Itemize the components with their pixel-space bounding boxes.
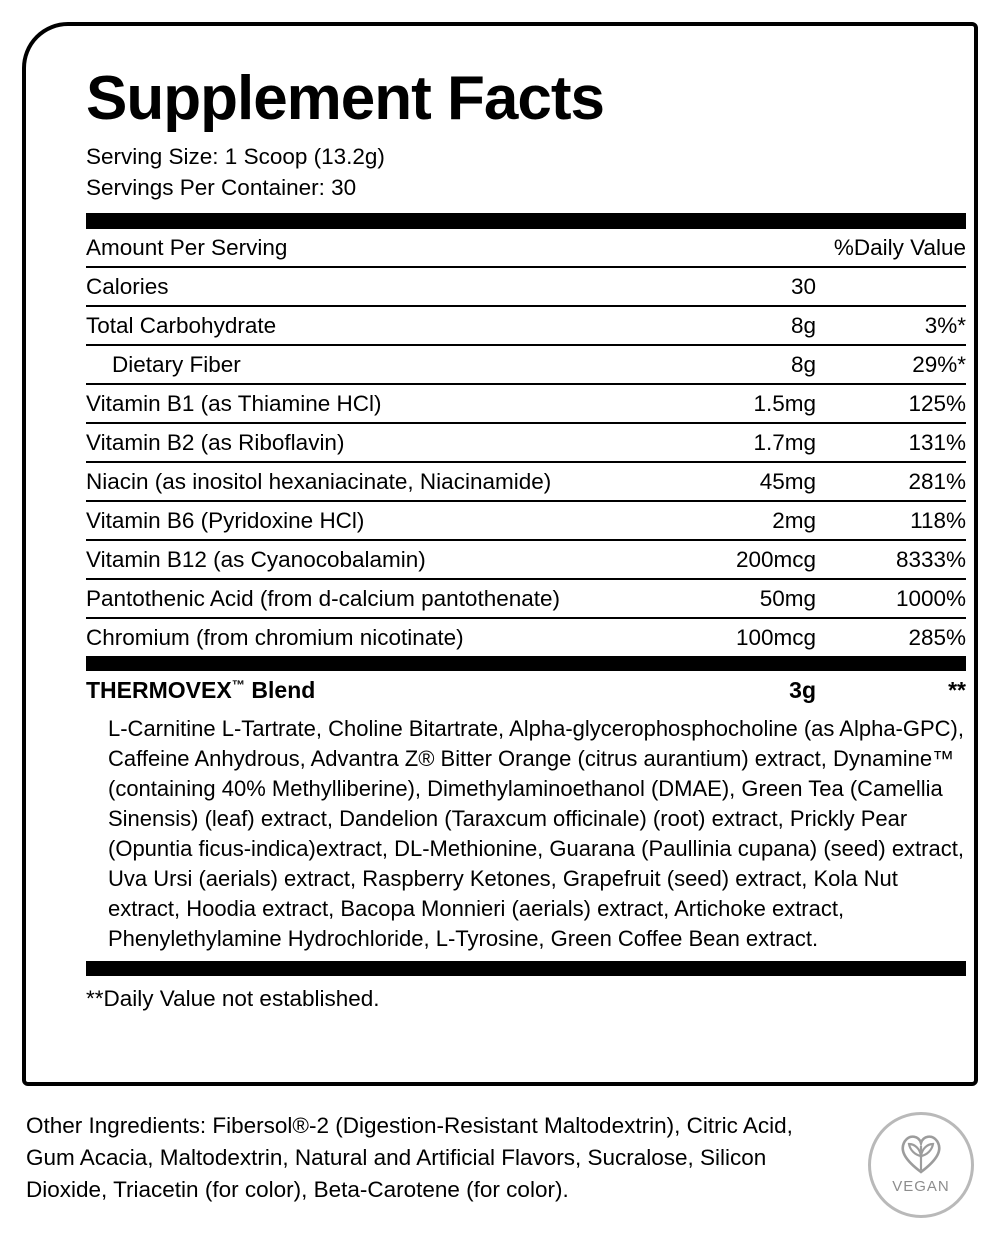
table-row xyxy=(86,423,966,462)
table-row xyxy=(86,501,966,540)
nutrient-amount: 100mcg xyxy=(735,625,816,651)
nutrient-name: Pantothenic Acid (from d-calcium pantothenate) xyxy=(86,579,666,618)
divider-thick-bottom xyxy=(86,961,966,976)
nutrient-name: Dietary Fiber xyxy=(86,345,666,384)
vegan-badge xyxy=(868,1112,974,1218)
table-row xyxy=(86,384,966,423)
nutrient-amount: 50mg xyxy=(666,579,816,618)
blend-amount: 3g xyxy=(789,677,816,704)
vegan-badge-label: VEGAN xyxy=(892,1178,950,1195)
leaf-heart-icon xyxy=(895,1132,947,1176)
nutrient-amount: 30 xyxy=(666,267,816,306)
blend-name-suffix: Blend xyxy=(245,677,316,704)
nutrient-name: Vitamin B6 (Pyridoxine HCl) xyxy=(86,501,666,540)
nutrient-name: Niacin (as inositol hexaniacinate, Niacinamide) xyxy=(86,462,666,501)
table-row xyxy=(86,345,966,384)
nutrient-amount: 8g xyxy=(666,306,816,345)
table-row xyxy=(86,462,966,501)
table-row xyxy=(86,540,966,579)
nutrient-dv: 131% xyxy=(816,423,966,462)
facts-panel xyxy=(22,22,978,1086)
daily-value-header: %Daily Value xyxy=(816,229,966,267)
nutrient-amount: 1.5mg xyxy=(666,384,816,423)
table-header-row xyxy=(86,229,966,267)
page-title: Supplement Facts xyxy=(86,64,604,133)
nutrient-name: Total Carbohydrate xyxy=(86,306,666,345)
table-row xyxy=(86,618,966,656)
nutrient-name: Vitamin B1 (as Thiamine HCl) xyxy=(86,384,666,423)
table-row xyxy=(86,306,966,345)
facts-panel-content xyxy=(86,66,966,1012)
nutrient-amount: 45mg xyxy=(666,462,816,501)
nutrient-amount: 200mcg xyxy=(666,540,816,579)
blend-row xyxy=(86,671,966,710)
nutrient-dv: 8333% xyxy=(816,540,966,579)
nutrient-dv xyxy=(816,267,966,306)
nutrient-name: Vitamin B12 (as Cyanocobalamin) xyxy=(86,540,666,579)
daily-value-footnote: **Daily Value not established. xyxy=(86,986,380,1012)
servings-per-container: Servings Per Container: 30 xyxy=(86,175,357,201)
blend-ingredients: L-Carnitine L-Tartrate, Choline Bitartrate, Alpha-glycerophosphocholine (as Alpha-GPC), Caffeine Anhydrous, Advantra Z® Bitter Orange (citrus aurantium) extract, Dynamine™ (containing 40% Methylliberine), Dimethylaminoethanol (DMAE), Green Tea (Camellia Sinensis) (leaf) extract, Dandelion (Taraxcum officinale) (root) extract, Prickly Pear (Opuntia ficus-indica)extract, DL-Methionine, Guarana (Paullinia cupana) (seed) extract, Uva Ursi (aerials) extract, Raspberry Ketones, Grapefruit (seed) extract, Kola Nut extract, Hoodia extract, Bacopa Monnieri (aerials) extract, Artichoke extract, Phenylethylamine Hydrochloride, L-Tyrosine, Green Coffee Bean extract. xyxy=(108,716,964,951)
nutrient-amount: 1.7mg xyxy=(666,423,816,462)
table-row xyxy=(86,267,966,306)
other-ingredients: Other Ingredients: Fibersol®-2 (Digestion-Resistant Maltodextrin), Citric Acid, Gum Acacia, Maltodextrin, Natural and Artificial Flavors, Sucralose, Silicon Dioxide, Triacetin (for color), Beta-Carotene (for color). xyxy=(26,1113,793,1202)
blend-name xyxy=(86,677,666,704)
table-row xyxy=(86,579,966,618)
nutrient-name: Calories xyxy=(86,267,666,306)
amount-per-serving-header: Amount Per Serving xyxy=(86,229,666,267)
serving-size: Serving Size: 1 Scoop (13.2g) xyxy=(86,144,385,170)
nutrient-amount: 2mg xyxy=(666,501,816,540)
blend-name-text: THERMOVEX xyxy=(86,677,232,704)
amount-column-spacer xyxy=(666,229,816,267)
nutrient-dv: 29%* xyxy=(816,345,966,384)
nutrient-dv: 118% xyxy=(816,501,966,540)
nutrient-name: Vitamin B2 (as Riboflavin) xyxy=(86,423,666,462)
nutrient-dv: 125% xyxy=(816,384,966,423)
nutrition-table xyxy=(86,229,966,656)
divider-thick-top xyxy=(86,213,966,229)
nutrient-dv: 1000% xyxy=(816,579,966,618)
nutrient-dv: 281% xyxy=(816,462,966,501)
nutrient-dv: 285% xyxy=(908,625,966,651)
nutrient-dv: 3%* xyxy=(816,306,966,345)
nutrient-amount: 8g xyxy=(666,345,816,384)
divider-thick-blend xyxy=(86,656,966,671)
trademark-mark: ™ xyxy=(231,677,246,693)
nutrient-name: Chromium (from chromium nicotinate) xyxy=(86,625,464,651)
blend-dv: ** xyxy=(948,677,966,704)
